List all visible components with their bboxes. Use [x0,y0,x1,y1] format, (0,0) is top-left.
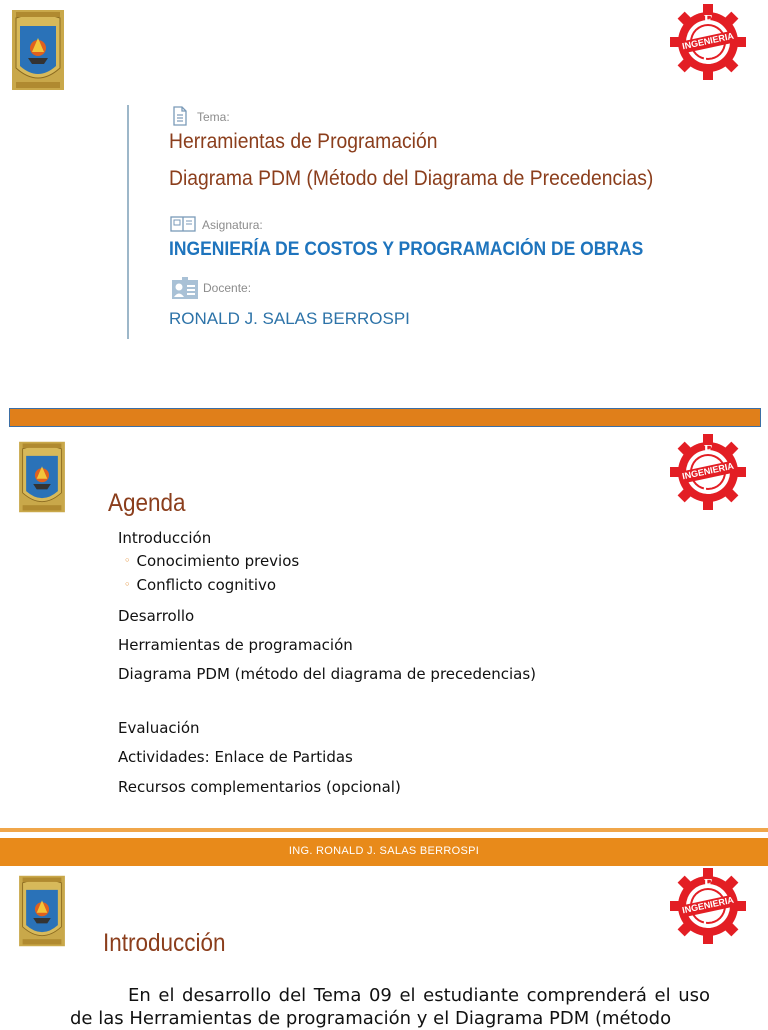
agenda-item-diagrama-pdm: Diagrama PDM (método del diagrama de precedencias) [118,665,537,683]
university-shield-logo [10,8,66,92]
agenda-item-desarrollo: Desarrollo [118,607,195,625]
document-icon [172,106,188,126]
agenda-item-introduccion: Introducción [118,529,212,547]
agenda-item-herramientas: Herramientas de programación [118,636,353,654]
engineering-faculty-logo: F INGENIERIA C [668,2,748,82]
agenda-item-evaluacion: Evaluación [118,719,200,737]
university-shield-logo [17,874,67,948]
agenda-slide [0,428,768,838]
agenda-subitem-conocimiento: ◦ Conocimiento previos [124,552,300,570]
slide-divider-bar [9,408,761,427]
agenda-item-actividades: Actividades: Enlace de Partidas [118,748,353,766]
agenda-subitem-conflicto: ◦ Conflicto cognitivo [124,576,277,594]
agenda-heading: Agenda [108,489,186,517]
footer-accent-strip [0,828,768,832]
topic-title-line1: Herramientas de Programación [169,130,438,153]
engineering-faculty-logo: F INGENIERIA C [668,432,748,512]
teacher-id-icon [171,276,199,300]
tema-label: Tema: [197,110,230,124]
agenda-item-recursos: Recursos complementarios (opcional) [118,778,401,796]
bullet-icon: ◦ [124,554,131,567]
asignatura-label: Asignatura: [202,218,263,232]
teacher-name: RONALD J. SALAS BERROSPI [169,309,410,328]
bullet-icon: ◦ [124,578,131,591]
vertical-accent-line [127,105,129,339]
course-name: INGENIERÍA DE COSTOS Y PROGRAMACIÓN DE OBRAS [169,239,644,260]
engineering-faculty-logo: F INGENIERIA C [668,866,748,946]
book-icon [170,215,196,233]
docente-label: Docente: [203,281,252,295]
intro-heading: Introducción [103,929,226,957]
topic-title-line2: Diagrama PDM (Método del Diagrama de Precedencias) [169,167,654,190]
title-slide [0,0,768,408]
intro-paragraph: En el desarrollo del Tema 09 el estudiante comprenderá el uso de las Herramientas de programación y el Diagrama PDM (método [70,985,710,1029]
university-shield-logo [17,440,67,514]
footer-author: ING. RONALD J. SALAS BERROSPI [288,845,480,857]
